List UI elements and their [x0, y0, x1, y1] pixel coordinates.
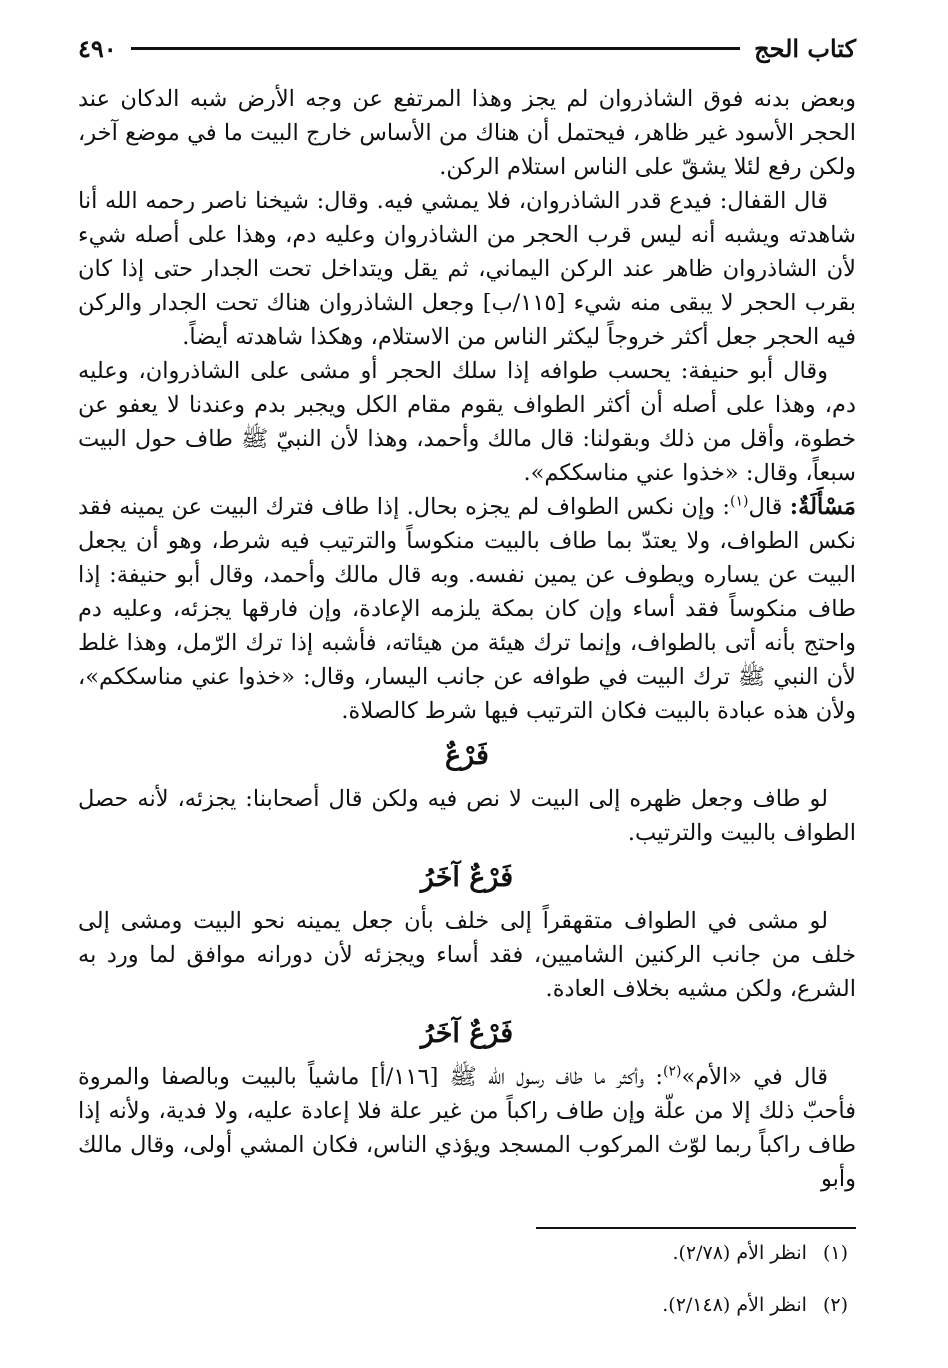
page-number: ٤٩٠ [78, 33, 117, 63]
header-rule [131, 47, 740, 50]
branch-3-before: قال في «الأم» [681, 1064, 828, 1090]
masala-qal: قال [748, 494, 783, 520]
branch-3-text: : وأكثر ما طاف رسول الله ﷺ [١١٦/أ] ماشياً بالبيت وبالصفا والمروة فأحبّ ذلك إلا من علّة وإن طاف راكباً من غير علة فلا إعادة عليه، ولا فدية، ولأنه إذا طاف راكباً ربما لوّث المركوب المسجد ويؤذي الناس، فكان المشي أولى، وقال مالك وأبو [78, 1064, 856, 1192]
branch-paragraph-3 [78, 1060, 856, 1196]
footnote-rule [536, 1227, 856, 1229]
branch-heading-2: فَرْعٌ آخَرُ [420, 862, 514, 893]
footnote-text: انظر الأم (٢/١٤٨). [662, 1294, 807, 1316]
chapter-title: كتاب الحج [754, 33, 856, 63]
footnote-ref-1: (١) [730, 493, 749, 510]
running-header [78, 28, 856, 68]
masala-lead: مَسْأَلَةٌ: [789, 494, 856, 520]
footnote-2 [120, 1290, 848, 1320]
footnotes [120, 1238, 848, 1342]
footnote-1 [120, 1238, 848, 1268]
branch-heading-1: فَرْعٌ [445, 740, 489, 771]
paragraph: قال القفال: فيدع قدر الشاذروان، فلا يمشي فيه. وقال: شيخنا ناصر رحمه الله أنا شاهدته ويشبه أنه ليس قرب الحجر من الشاذروان وعليه دم، وهذا على أصله شيء لأن الشاذروان ظاهر عند الركن اليماني، ثم يقل ويتداخل تحت الجدار حتى إذا كان بقرب الحجر لا يبقى منه شيء [١١٥/ب] وجعل الشاذروان هناك تحت الجدار والركن فيه الحجر جعل أكثر خروجاً ليكثر الناس من الاستلام، وهكذا شاهدته أيضاً. [78, 188, 856, 350]
branch-paragraph-1: لو طاف وجعل ظهره إلى البيت لا نص فيه ولكن قال أصحابنا: يجزئه، لأنه حصل الطواف بالبيت والترتيب. [78, 786, 856, 846]
masala-paragraph [78, 490, 856, 728]
footnote-number: (١) [822, 1242, 848, 1264]
footnote-ref-2: (٢) [663, 1063, 682, 1080]
branch-heading-3: فَرْعٌ آخَرُ [420, 1018, 514, 1049]
branch-paragraph-2: لو مشى في الطواف متقهقراً إلى خلف بأن جعل يمينه نحو البيت ومشى إلى خلف من جانب الركنين الشاميين، فقد أساء ويجزئه لأن دورانه موافق لما ورد به الشرع، ولكن مشيه بخلاف العادة. [78, 908, 856, 1002]
paragraph: وبعض بدنه فوق الشاذروان لم يجز وهذا المرتفع عن وجه الأرض شبه الدكان عند الحجر الأسود غير ظاهر، فيحتمل أن هناك من الأساس خارج البيت ما في موضع آخر، ولكن رفع لئلا يشقّ على الناس استلام الركن. [78, 86, 856, 180]
paragraph: وقال أبو حنيفة: يحسب طوافه إذا سلك الحجر أو مشى على الشاذروان، وعليه دم، وهذا على أصله أن أكثر الطواف يقوم مقام الكل ويجبر بدم وعندنا لا يعفو عن خطوة، وأقل من ذلك وبقولنا: قال مالك وأحمد، وهذا لأن النبيّ ﷺ طاف حول البيت سبعاً، وقال: «خذوا عني مناسككم». [78, 358, 856, 486]
main-text [78, 82, 856, 1196]
footnote-text: انظر الأم (٢/٧٨). [672, 1242, 807, 1264]
masala-text: : وإن نكس الطواف لم يجزه بحال. إذا طاف فترك البيت عن يمينه فقد نكس الطواف، ولا يعتدّ بما طاف بالبيت منكوساً والترتيب فيه شرط، وهو أن يجعل البيت عن يساره ويطوف عن يمين نفسه. وبه قال مالك وأحمد، وقال أبو حنيفة: إذا طاف منكوساً فقد أساء وإن كان بمكة يلزمه الإعادة، وإن فارقها يجزئه، وعليه دم واحتج بأنه أتى بالطواف، وإنما ترك هيئة من هيئاته، فأشبه إذا ترك الرّمل، وهذا غلط لأن النبي ﷺ ترك البيت في طوافه عن جانب اليسار، وقال: «خذوا عني مناسككم»، ولأن هذه عبادة بالبيت فكان الترتيب فيها شرط كالصلاة. [78, 494, 856, 724]
footnote-number: (٢) [822, 1294, 848, 1316]
